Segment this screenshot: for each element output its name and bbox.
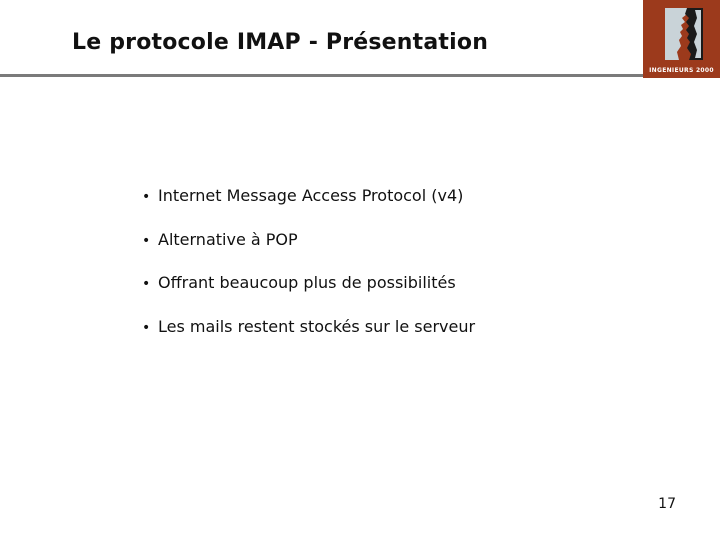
list-item	[142, 230, 475, 274]
bullet-list	[142, 186, 475, 360]
logo-text: INGENIEURS 2000	[649, 67, 714, 74]
list-item	[142, 273, 475, 317]
bullet-text: Les mails restent stockés sur le serveur	[158, 316, 476, 336]
bullet-marker: •	[142, 276, 151, 292]
title-divider	[0, 74, 720, 77]
bullet-marker: •	[142, 319, 151, 336]
bullet-text: Alternative à POP	[158, 229, 298, 249]
bullet-text: Offrant beaucoup plus de possibilités	[158, 273, 456, 292]
list-item	[142, 317, 475, 361]
list-item	[142, 186, 475, 230]
slide-title: Le protocole IMAP - Présentation	[72, 30, 489, 55]
bullet-marker: •	[142, 189, 151, 205]
bullet-text: Internet Message Access Protocol (v4)	[158, 186, 464, 205]
school-logo	[643, 0, 720, 78]
page-number: 17	[658, 496, 676, 512]
bullet-marker: •	[142, 232, 151, 249]
